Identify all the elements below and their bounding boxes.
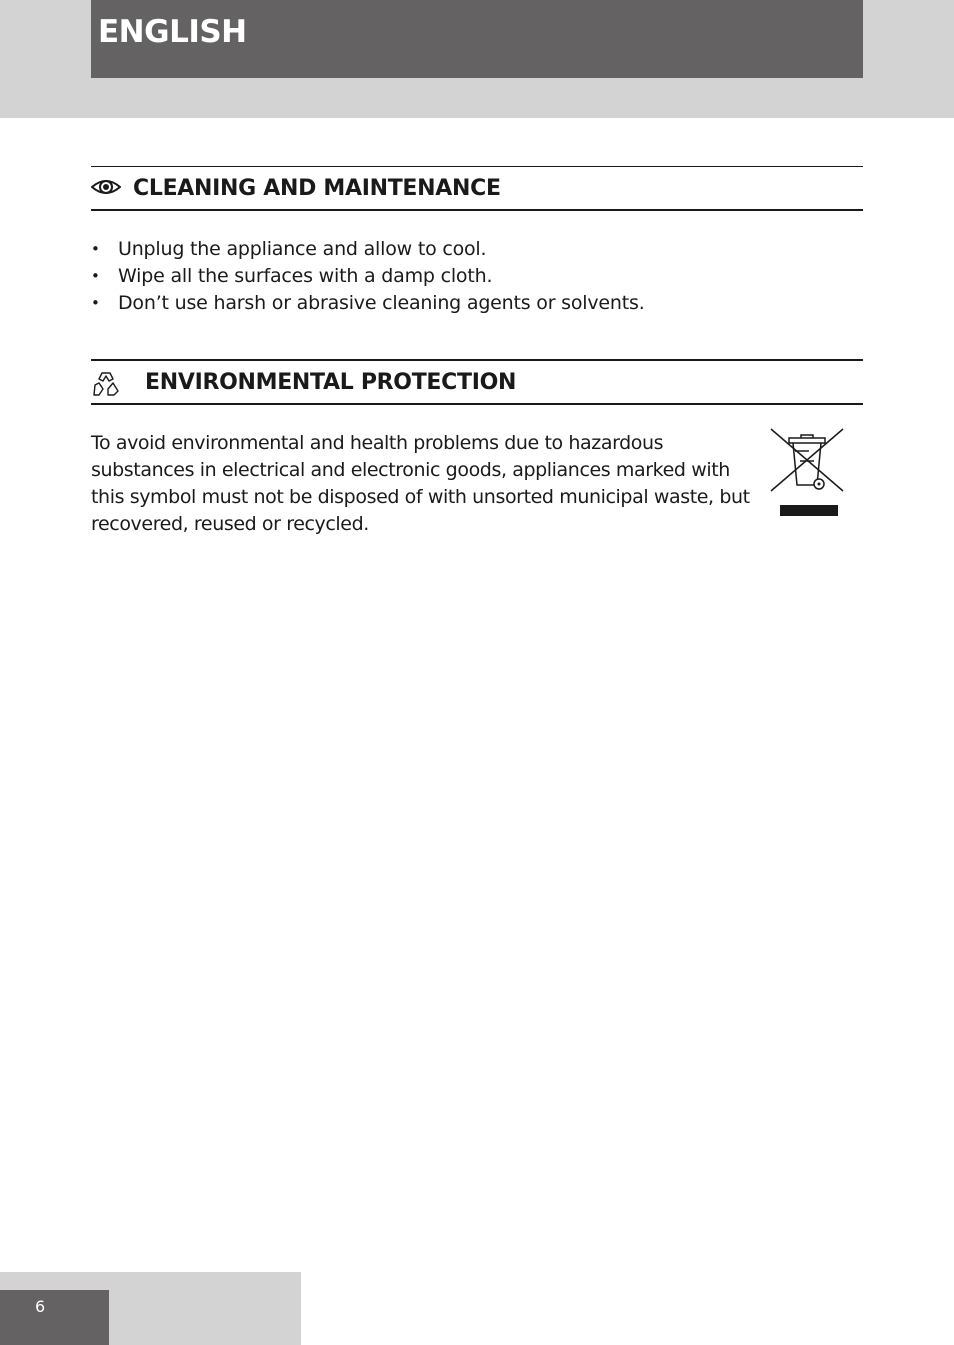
cleaning-section-header (91, 166, 863, 211)
bullet-icon: • (91, 294, 100, 312)
cleaning-section-title: CLEANING AND MAINTENANCE (133, 176, 501, 201)
bullet-icon: • (91, 240, 100, 258)
environment-section-header (91, 359, 863, 405)
bullet-icon: • (91, 267, 100, 285)
environment-section-title: ENVIRONMENTAL PROTECTION (145, 370, 517, 395)
list-item-text: Don’t use harsh or abrasive cleaning agents or solvents. (118, 292, 645, 314)
page-number: 6 (35, 1297, 46, 1316)
page-number-box (0, 1290, 109, 1345)
paragraph-line: this symbol must not be disposed of with unsorted municipal waste, but (91, 486, 750, 508)
paragraph-line: recovered, reused or recycled. (91, 513, 369, 535)
list-item-text: Unplug the appliance and allow to cool. (118, 238, 487, 260)
paragraph-line: To avoid environmental and health problems due to hazardous (91, 432, 664, 454)
paragraph-line: substances in electrical and electronic goods, appliances marked with (91, 459, 730, 481)
eye-icon (91, 176, 121, 202)
list-item-text: Wipe all the surfaces with a damp cloth. (118, 265, 493, 287)
crossed-out-wheelie-bin-icon (769, 427, 845, 523)
recycle-icon (92, 371, 120, 401)
language-title: ENGLISH (98, 14, 247, 50)
environment-paragraph (91, 430, 771, 538)
